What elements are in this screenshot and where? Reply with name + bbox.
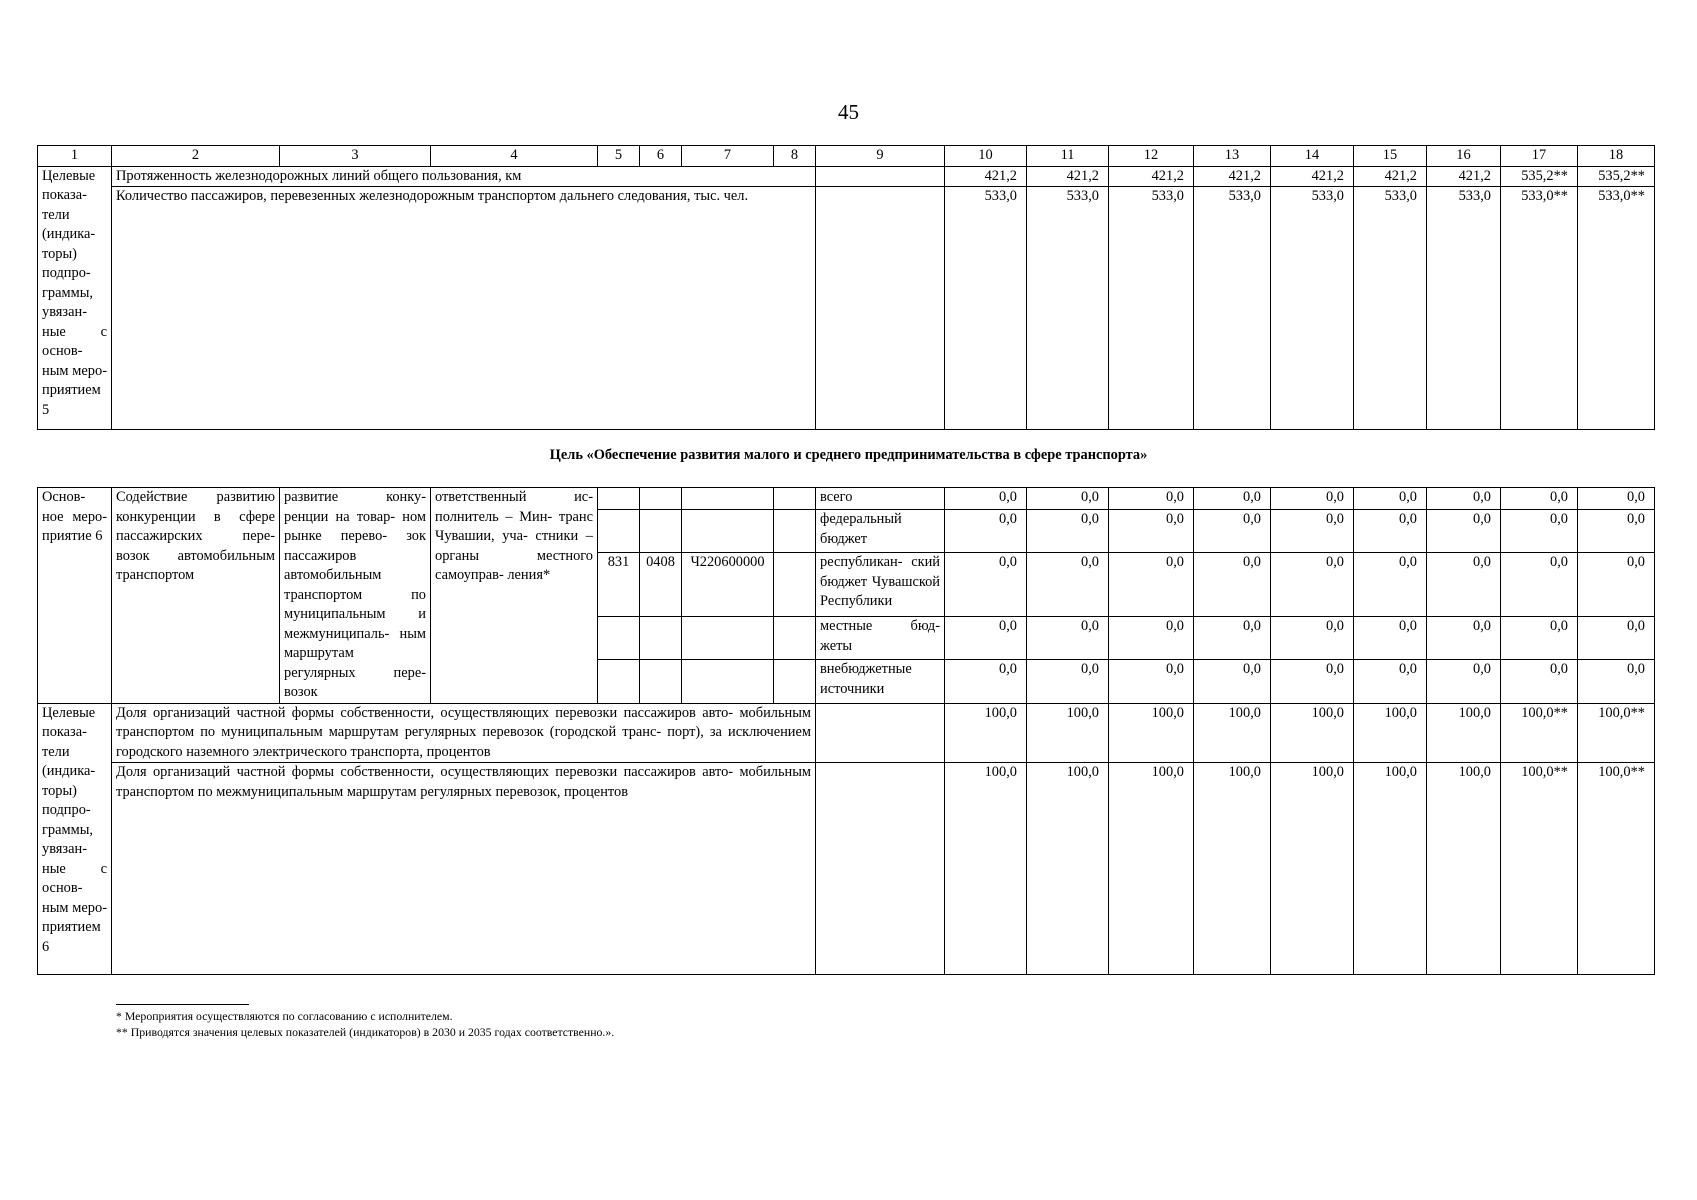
column-number: 9: [816, 146, 945, 167]
value-cell: 0,0: [1027, 617, 1109, 660]
value-cell: 421,2: [1354, 166, 1427, 187]
indicators-table-measure-5: [37, 145, 1655, 430]
value-cell: 533,0: [1109, 187, 1194, 430]
value-cell: 100,0**: [1578, 703, 1655, 763]
table-row: [38, 187, 1655, 430]
value-cell: 0,0: [1578, 553, 1655, 617]
value-cell: 0,0: [1109, 617, 1194, 660]
value-cell: 0,0: [1271, 488, 1354, 510]
value-cell: 0,0: [1194, 617, 1271, 660]
value-cell: 535,2**: [1578, 166, 1655, 187]
empty-cell: [682, 660, 774, 703]
value-cell: 533,0: [1194, 187, 1271, 430]
column-number: 17: [1501, 146, 1578, 167]
value-cell: 0,0: [1578, 510, 1655, 553]
empty-cell: [816, 703, 945, 763]
empty-cell: [774, 488, 816, 510]
value-cell: 100,0: [1271, 763, 1354, 975]
measure-label: Основ- ное меро- приятие 6: [38, 488, 112, 704]
value-cell: 533,0: [1271, 187, 1354, 430]
value-cell: 533,0: [945, 187, 1027, 430]
column-number-row: [38, 146, 1655, 167]
value-cell: 421,2: [1109, 166, 1194, 187]
column-number: 16: [1427, 146, 1501, 167]
value-cell: 0,0: [1027, 553, 1109, 617]
table-row: [38, 166, 1655, 187]
value-cell: 0,0: [1194, 660, 1271, 703]
empty-cell: [640, 488, 682, 510]
value-cell: 0,0: [945, 660, 1027, 703]
value-cell: 100,0: [1271, 703, 1354, 763]
value-cell: 100,0: [1109, 703, 1194, 763]
value-cell: 0,0: [1354, 660, 1427, 703]
value-cell: 0,0: [1194, 488, 1271, 510]
value-cell: 0,0: [1427, 660, 1501, 703]
csr-code: Ч220600000: [682, 553, 774, 617]
indicator-text: Доля организаций частной формы собственности, осуществляющих перевозки пассажиров авто- мобильным транспортом по муниципальным маршрутам регулярных перевозок (городской транс- порт), за исключением городского наземного электрического транспорта, процентов: [112, 703, 816, 763]
empty-cell: [816, 166, 945, 187]
indicator-text: Доля организаций частной формы собственности, осуществляющих перевозки пассажиров авто- мобильным транспортом по межмуниципальным маршрутам регулярных перевозок, процентов: [112, 763, 816, 975]
value-cell: 0,0: [1109, 553, 1194, 617]
value-cell: 0,0: [1194, 553, 1271, 617]
value-cell: 0,0: [1427, 553, 1501, 617]
value-cell: 421,2: [1271, 166, 1354, 187]
empty-cell: [640, 617, 682, 660]
column-number: 8: [774, 146, 816, 167]
value-cell: 0,0: [945, 488, 1027, 510]
value-cell: 100,0: [1427, 703, 1501, 763]
indicators-label: Целевые показа- тели (индика- торы) подпро- граммы, увязан- ные с основ- ным меро- приятием 5: [38, 166, 112, 430]
value-cell: 100,0**: [1501, 763, 1578, 975]
value-cell: 0,0: [1271, 617, 1354, 660]
value-cell: 421,2: [1194, 166, 1271, 187]
value-cell: 0,0: [1501, 617, 1578, 660]
column-number: 2: [112, 146, 280, 167]
goal-heading: Цель «Обеспечение развития малого и среднего предпринимательства в сфере транспорта»: [549, 447, 1148, 463]
value-cell: 0,0: [945, 510, 1027, 553]
indicator-text: Количество пассажиров, перевезенных железнодорожным транспортом дальнего следования, тыс. чел.: [112, 187, 816, 430]
value-cell: 0,0: [1578, 488, 1655, 510]
empty-cell: [598, 488, 640, 510]
value-cell: 421,2: [945, 166, 1027, 187]
column-number: 6: [640, 146, 682, 167]
empty-cell: [774, 510, 816, 553]
funding-source: всего: [816, 488, 945, 510]
table-row: [38, 488, 1655, 510]
indicators-label: Целевые показа- тели (индика- торы) подпро- граммы, увязан- ные с основ- ным меро- приятием 6: [38, 703, 112, 975]
column-number: 13: [1194, 146, 1271, 167]
column-number: 18: [1578, 146, 1655, 167]
empty-cell: [682, 617, 774, 660]
value-cell: 0,0: [1271, 553, 1354, 617]
value-cell: 0,0: [945, 617, 1027, 660]
column-number: 4: [431, 146, 598, 167]
value-cell: 533,0: [1027, 187, 1109, 430]
value-cell: 100,0: [1027, 763, 1109, 975]
column-number: 14: [1271, 146, 1354, 167]
rzpr-code: 0408: [640, 553, 682, 617]
value-cell: 0,0: [1027, 660, 1109, 703]
column-number: 3: [280, 146, 431, 167]
value-cell: 0,0: [1578, 617, 1655, 660]
table-row: [38, 763, 1655, 975]
value-cell: 535,2**: [1501, 166, 1578, 187]
measure-description: развитие конку- ренции на товар- ном рынке перево- зок пассажиров автомобильным транспортом по муниципальным и межмуниципаль- ным маршрутам регулярных пере- возок: [280, 488, 431, 704]
value-cell: 0,0: [1109, 510, 1194, 553]
value-cell: 0,0: [1501, 488, 1578, 510]
value-cell: 100,0: [1194, 763, 1271, 975]
value-cell: 100,0: [1027, 703, 1109, 763]
grbs-code: 831: [598, 553, 640, 617]
value-cell: 421,2: [1027, 166, 1109, 187]
empty-cell: [682, 488, 774, 510]
value-cell: 0,0: [1578, 660, 1655, 703]
empty-cell: [598, 617, 640, 660]
column-number: 11: [1027, 146, 1109, 167]
page-number: 45: [838, 100, 859, 124]
empty-cell: [598, 660, 640, 703]
empty-cell: [682, 510, 774, 553]
measure-name: Содействие развитию конкуренции в сфере пассажирских пере- возок автомобильным транспортом: [112, 488, 280, 704]
column-number: 7: [682, 146, 774, 167]
footnote-1: * Мероприятия осуществляются по согласованию с исполнителем.: [116, 1009, 453, 1023]
value-cell: 0,0: [1271, 660, 1354, 703]
funding-source: федеральный бюджет: [816, 510, 945, 553]
empty-cell: [816, 763, 945, 975]
value-cell: 0,0: [1427, 510, 1501, 553]
empty-cell: [774, 660, 816, 703]
value-cell: 100,0: [1194, 703, 1271, 763]
value-cell: 533,0**: [1501, 187, 1578, 430]
value-cell: 0,0: [1109, 488, 1194, 510]
value-cell: 0,0: [1271, 510, 1354, 553]
value-cell: 100,0**: [1501, 703, 1578, 763]
value-cell: 0,0: [945, 553, 1027, 617]
value-cell: 0,0: [1354, 510, 1427, 553]
value-cell: 100,0**: [1578, 763, 1655, 975]
value-cell: 100,0: [945, 703, 1027, 763]
value-cell: 0,0: [1501, 553, 1578, 617]
value-cell: 100,0: [1354, 763, 1427, 975]
value-cell: 0,0: [1109, 660, 1194, 703]
empty-cell: [774, 617, 816, 660]
value-cell: 533,0**: [1578, 187, 1655, 430]
column-number: 15: [1354, 146, 1427, 167]
measure-6-table: [37, 487, 1655, 975]
value-cell: 0,0: [1027, 510, 1109, 553]
value-cell: 421,2: [1427, 166, 1501, 187]
column-number: 10: [945, 146, 1027, 167]
value-cell: 0,0: [1354, 488, 1427, 510]
value-cell: 100,0: [945, 763, 1027, 975]
indicator-text: Протяженность железнодорожных линий общего пользования, км: [112, 166, 816, 187]
empty-cell: [816, 187, 945, 430]
value-cell: 100,0: [1109, 763, 1194, 975]
measure-executor: ответственный ис- полнитель – Мин- транс Чувашии, уча- стники – органы местного самоуправ- ления*: [431, 488, 598, 704]
value-cell: 0,0: [1501, 660, 1578, 703]
column-number: 1: [38, 146, 112, 167]
footnote-2: ** Приводятся значения целевых показателей (индикаторов) в 2030 и 2035 годах соответственно.».: [116, 1025, 615, 1039]
value-cell: 0,0: [1427, 617, 1501, 660]
empty-cell: [640, 510, 682, 553]
vr-code: [774, 553, 816, 617]
value-cell: 533,0: [1354, 187, 1427, 430]
table-row: [38, 703, 1655, 763]
value-cell: 0,0: [1354, 553, 1427, 617]
funding-source: республикан- ский бюджет Чувашской Республики: [816, 553, 945, 617]
value-cell: 0,0: [1027, 488, 1109, 510]
value-cell: 0,0: [1194, 510, 1271, 553]
empty-cell: [640, 660, 682, 703]
value-cell: 0,0: [1427, 488, 1501, 510]
value-cell: 0,0: [1501, 510, 1578, 553]
value-cell: 100,0: [1427, 763, 1501, 975]
funding-source: местные бюд- жеты: [816, 617, 945, 660]
footnote-divider: [116, 1004, 249, 1005]
value-cell: 0,0: [1354, 617, 1427, 660]
column-number: 5: [598, 146, 640, 167]
column-number: 12: [1109, 146, 1194, 167]
funding-source: внебюджетные источники: [816, 660, 945, 703]
empty-cell: [598, 510, 640, 553]
value-cell: 533,0: [1427, 187, 1501, 430]
footnotes: [116, 1008, 614, 1040]
value-cell: 100,0: [1354, 703, 1427, 763]
